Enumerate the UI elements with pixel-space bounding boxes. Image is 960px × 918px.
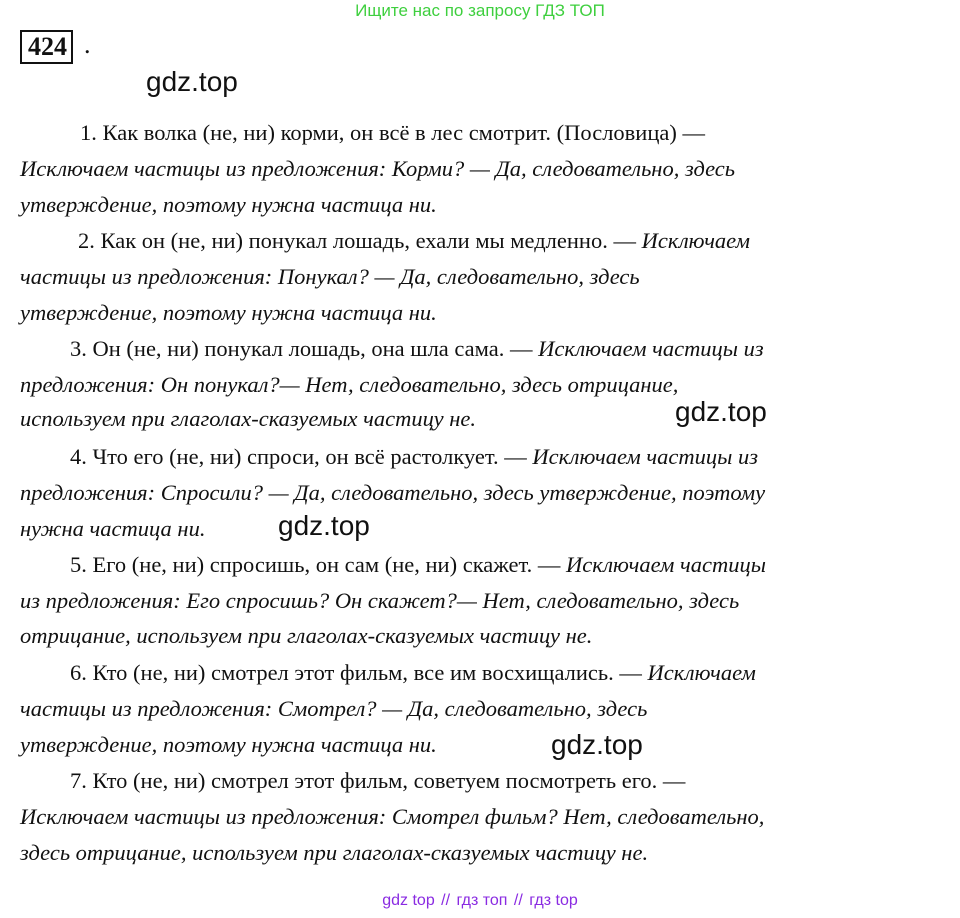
- item-3-line-2: предложения: Он понукал?— Нет, следовательно, здесь отрицание,: [20, 372, 679, 397]
- item-7-line-2: Исключаем частицы из предложения: Смотрел фильм? Нет, следовательно,: [20, 804, 765, 829]
- footer-separator: //: [441, 892, 451, 909]
- footer-link-2[interactable]: гдз топ: [456, 892, 508, 909]
- item-1-line-1: 1. Как волка (не, ни) корми, он всё в лес смотрит. (Пословица) —: [80, 120, 705, 145]
- item-2-line-3: утверждение, поэтому нужна частица ни.: [20, 300, 437, 325]
- footer-link-3[interactable]: гдз top: [529, 892, 578, 909]
- item-5-line-3: отрицание, используем при глаголах-сказуемых частицу не.: [20, 623, 593, 648]
- item-7-line-1: 7. Кто (не, ни) смотрел этот фильм, советуем посмотреть его. —: [70, 768, 686, 793]
- item-2-line-2: частицы из предложения: Понукал? — Да, следовательно, здесь: [20, 264, 640, 289]
- watermark: gdz.top: [278, 510, 370, 541]
- watermark: gdz.top: [551, 729, 643, 760]
- item-1-line-3: утверждение, поэтому нужна частица ни.: [20, 192, 437, 217]
- footer-link-1[interactable]: gdz top: [382, 892, 435, 909]
- task-number: 424: [20, 30, 73, 64]
- item-4-line-2: предложения: Спросили? — Да, следовательно, здесь утверждение, поэтому: [20, 480, 766, 505]
- task-number-dot: .: [84, 30, 91, 59]
- watermark: gdz.top: [146, 66, 238, 97]
- item-5-line-2: из предложения: Его спросишь? Он скажет?— Нет, следовательно, здесь: [20, 588, 740, 613]
- item-6-line-2: частицы из предложения: Смотрел? — Да, следовательно, здесь: [20, 696, 648, 721]
- footer-separator: //: [513, 892, 523, 909]
- footer-links: [0, 892, 960, 910]
- item-1-line-2: Исключаем частицы из предложения: Корми? — Да, следовательно, здесь: [20, 156, 736, 181]
- item-3-line-1: 3. Он (не, ни) понукал лошадь, она шла сама. — Исключаем частицы из: [70, 336, 764, 361]
- item-3-line-3: используем при глаголах-сказуемых частицу не.: [20, 406, 476, 431]
- top-banner[interactable]: Ищите нас по запросу ГДЗ ТОП: [355, 1, 605, 20]
- item-4-line-1: 4. Что его (не, ни) спроси, он всё растолкует. — Исключаем частицы из: [70, 444, 759, 469]
- item-4-line-3: нужна частица ни.: [20, 516, 206, 541]
- item-6-line-1: 6. Кто (не, ни) смотрел этот фильм, все им восхищались. — Исключаем: [70, 660, 756, 685]
- item-6-line-3: утверждение, поэтому нужна частица ни.: [20, 732, 437, 757]
- watermark: gdz.top: [675, 396, 767, 427]
- item-2-line-1: 2. Как он (не, ни) понукал лошадь, ехали мы медленно. — Исключаем: [78, 228, 750, 253]
- item-5-line-1: 5. Его (не, ни) спросишь, он сам (не, ни) скажет. — Исключаем частицы: [70, 552, 766, 577]
- item-7-line-3: здесь отрицание, используем при глаголах-сказуемых частицу не.: [20, 840, 649, 865]
